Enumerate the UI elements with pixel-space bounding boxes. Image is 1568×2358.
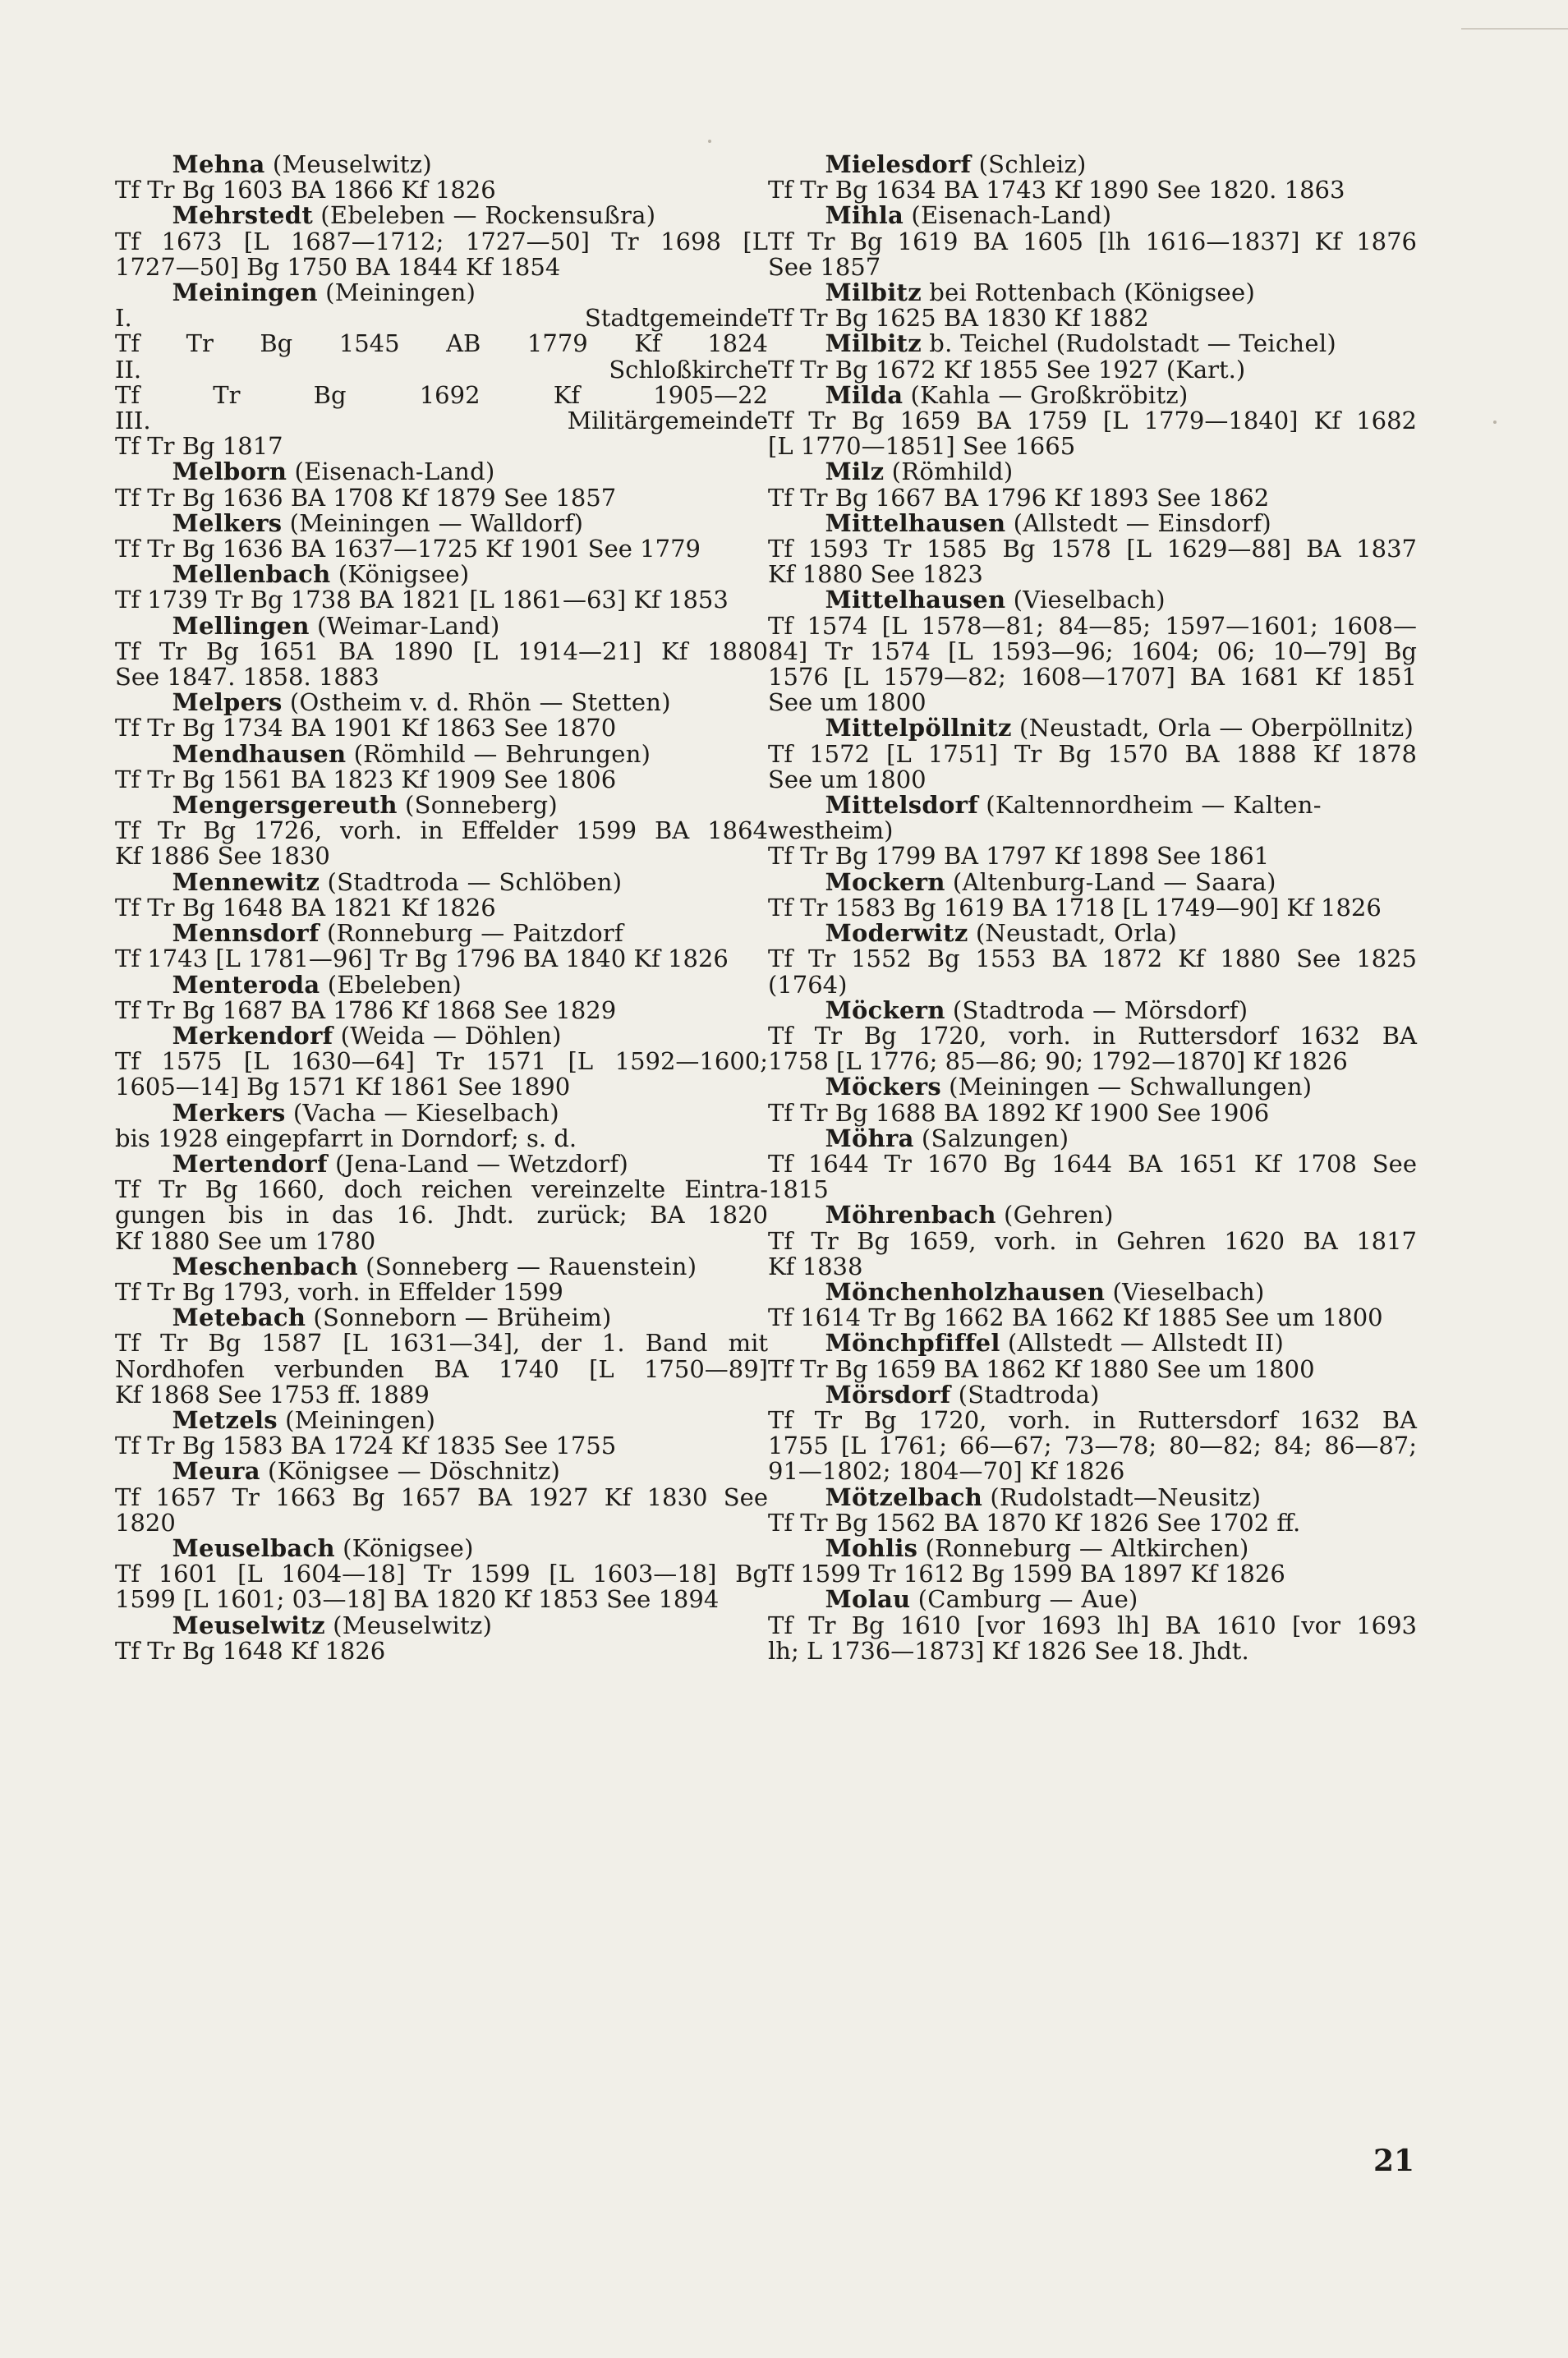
entry-heading [768,1382,1417,1408]
parish-reference: (Königsee) [338,560,470,589]
record-line: Tf Tr Bg 1692 Kf 1905—22 [115,380,768,409]
record-line: Tf 1572 [L 1751] Tr Bg 1570 BA 1888 Kf 1878 [768,739,1417,768]
record-line: 1576 [L 1579—82; 1608—1707] BA 1681 Kf 1851 [768,663,1417,692]
place-name: Mittelsdorf [825,791,978,820]
record-line: Tf Tr Bg 1726, vorh. in Effelder 1599 BA 1864 [115,816,768,845]
parish-reference: (Allstedt — Allstedt II) [1007,1329,1285,1358]
parish-entry [768,1202,1417,1280]
entry-heading [115,1459,768,1484]
parish-reference: (Jena-Land — Wetzdorf) [334,1149,629,1178]
parish-reference: (Allstedt — Einsdorf) [1013,508,1272,537]
parish-reference: (Schleiz) [978,150,1087,178]
entry-heading [115,508,768,537]
place-name: Merkers [172,1098,286,1127]
entry-heading [115,739,768,768]
entry-heading [768,793,1417,818]
scan-speck [1493,421,1497,424]
page-edge-rule [1461,28,1568,30]
record-line: 1820 [115,1508,176,1537]
place-name: Mönchpfiffel [825,1329,1000,1358]
entry-heading [768,1482,1417,1511]
place-name: Möhrenbach [825,1201,996,1230]
entry-heading [115,1151,768,1177]
parish-reference: (Königsee — Döschnitz) [268,1457,561,1486]
place-name: Milda [825,380,904,409]
parish-reference: (Vieselbach) [1112,1277,1265,1306]
entry-heading [115,611,768,640]
place-name: Mittelpöllnitz [825,714,1012,742]
record-line: Tf Tr Bg 1734 BA 1901 Kf 1863 See 1870 [115,714,617,742]
parish-entry [115,1098,768,1152]
record-line: I. Stadtgemeinde [115,304,768,333]
place-name: Moderwitz [825,919,968,948]
parish-reference: (Meuselwitz) [333,1611,493,1639]
entry-heading [768,1533,1417,1562]
record-line: Tf Tr Bg 1720, vorh. in Ruttersdorf 1632 BA [768,1405,1417,1434]
entry-heading [768,1277,1417,1306]
parish-entry [115,1533,768,1614]
record-line: Tf Tr Bg 1659, vorh. in Gehren 1620 BA 1817 [768,1226,1417,1255]
record-line: gungen bis in das 16. Jhdt. zurück; BA 1820 [115,1201,768,1230]
place-name: Mörsdorf [825,1380,951,1409]
parish-reference: (Sonneberg) [405,791,558,820]
entry-heading [115,152,768,177]
entry-heading [768,1202,1417,1228]
record-line: See 1857 [768,252,881,281]
parish-reference: (Salzungen) [921,1124,1069,1152]
record-line: II. Schloßkirche [115,355,768,384]
parish-entry [768,867,1417,922]
place-name: Mellenbach [172,560,331,589]
record-line: Tf Tr Bg 1583 BA 1724 Kf 1835 See 1755 [115,1432,617,1460]
parish-reference: (Vacha — Kieselbach) [292,1098,559,1127]
place-name: Mötzelbach [825,1482,983,1511]
entry-heading [115,1254,768,1280]
record-line: Tf 1743 [L 1781—96] Tr Bg 1796 BA 1840 Kf 1826 [115,945,729,973]
parish-entry [768,1331,1417,1381]
entry-heading [768,715,1417,741]
place-name: Möckers [825,1073,941,1101]
place-name: Mittelhausen [825,586,1006,614]
parish-reference: (Eisenach-Land) [911,201,1112,230]
parish-reference: bei Rottenbach (Königsee) [929,278,1256,307]
parish-reference: (Ronneburg — Altkirchen) [925,1533,1249,1562]
parish-entry [768,715,1417,793]
right-column [768,152,1417,1664]
record-line: Tf Tr Bg 1587 [L 1631—34], der 1. Band mit [115,1329,768,1358]
entry-heading [115,690,768,715]
place-name: Metebach [172,1303,306,1332]
record-line: 1755 [L 1761; 66—67; 73—78; 80—82; 84; 86—87; [768,1432,1417,1460]
record-line: Tf Tr Bg 1799 BA 1797 Kf 1898 See 1861 [768,842,1270,871]
parish-entry [768,380,1417,461]
place-name: Meiningen [172,278,318,307]
record-line: Tf 1644 Tr 1670 Bg 1644 BA 1651 Kf 1708 See [768,1149,1417,1178]
parish-reference: (Weida — Döhlen) [340,1021,562,1050]
record-line: 1605—14] Bg 1571 Kf 1861 See 1890 [115,1073,571,1101]
entry-heading [768,921,1417,946]
place-name: Mohlis [825,1533,918,1562]
record-line: See um 1800 [768,688,927,717]
entry-heading [768,380,1417,409]
record-line: Tf Tr Bg 1687 BA 1786 Kf 1868 See 1829 [115,995,617,1024]
parish-reference: (Stadtroda — Mörsdorf) [952,995,1248,1024]
entry-heading [115,972,768,998]
record-line: Kf 1880 See 1823 [768,560,983,589]
parish-entry [768,793,1417,870]
parish-reference: b. Teichel (Rudolstadt — Teichel) [929,329,1337,358]
record-line: 1599 [L 1601; 03—18] BA 1820 Kf 1853 See 1894 [115,1585,720,1614]
entry-heading [115,1405,768,1434]
record-line: Tf 1673 [L 1687—1712; 1727—50] Tr 1698 [L [115,227,768,255]
entry-heading [768,203,1417,228]
place-name: Menteroda [172,970,320,999]
record-line: Kf 1838 [768,1252,863,1280]
entry-heading [768,331,1417,356]
record-line: Tf Tr Bg 1720, vorh. in Ruttersdorf 1632 BA [768,1021,1417,1050]
record-line: Tf Tr Bg 1672 Kf 1855 See 1927 (Kart.) [768,355,1246,384]
parish-entry [115,867,768,922]
record-line: Tf Tr 1552 Bg 1553 BA 1872 Kf 1880 See 1825 [768,945,1417,973]
place-name: Mockern [825,867,945,896]
parish-entry [768,1482,1417,1537]
parish-entry [115,921,768,972]
parish-reference: (Stadtroda) [958,1380,1100,1409]
entry-heading [768,1331,1417,1356]
parish-reference: (Ebeleben) [327,970,462,999]
record-line: Tf 1599 Tr 1612 Bg 1599 BA 1897 Kf 1826 [768,1560,1285,1588]
parish-entry [115,508,768,563]
entry-heading [768,587,1417,613]
record-line: lh; L 1736—1873] Kf 1826 See 18. Jhdt. [768,1636,1249,1665]
parish-entry [768,203,1417,280]
scan-speck [708,140,711,143]
place-name: Mielesdorf [825,150,972,178]
record-line: See um 1800 [768,765,927,793]
record-line: Tf Tr Bg 1619 BA 1605 [lh 1616—1837] Kf 1876 [768,227,1417,255]
entry-heading [115,562,768,587]
parish-reference: (Weimar-Land) [317,611,500,640]
parish-reference: (Altenburg-Land — Saara) [952,867,1276,896]
place-name: Mertendorf [172,1149,328,1178]
record-line: Tf Tr Bg 1688 BA 1892 Kf 1900 See 1906 [768,1098,1270,1127]
record-line: Tf Tr Bg 1561 BA 1823 Kf 1909 See 1806 [115,765,617,793]
parish-entry [115,611,768,692]
record-line: Tf Tr Bg 1562 BA 1870 Kf 1826 See 1702 ff. [768,1508,1301,1537]
parish-entry [115,280,768,459]
parish-entry [115,972,768,1023]
parish-entry [768,587,1417,715]
place-name: Meuselbach [172,1533,335,1562]
entry-heading [115,1098,768,1127]
entry-heading [768,508,1417,537]
parish-reference: (Vieselbach) [1013,586,1166,614]
place-name: Melborn [172,457,287,486]
record-line: Tf 1574 [L 1578—81; 84—85; 1597—1601; 1608— [768,611,1417,640]
parish-entry [768,508,1417,589]
parish-reference: (Gehren) [1003,1201,1114,1230]
entry-heading [768,280,1417,306]
record-line: westheim) [768,816,894,845]
parish-entry [115,562,768,613]
record-line: Tf Tr Bg 1636 BA 1637—1725 Kf 1901 See 1779 [115,535,701,563]
place-name: Möhra [825,1124,914,1152]
parish-entry [115,1305,768,1408]
parish-reference: (Meiningen — Walldorf) [289,508,584,537]
entry-heading [115,867,768,896]
place-name: Molau [825,1585,911,1614]
record-line: Tf Tr Bg 1610 [vor 1693 lh] BA 1610 [vor 1693 [768,1611,1417,1639]
parish-entry [115,203,768,280]
place-name: Milz [825,457,885,486]
record-line: Kf 1868 See 1753 ff. 1889 [115,1380,430,1409]
parish-entry [768,921,1417,998]
record-line: Tf 1593 Tr 1585 Bg 1578 [L 1629—88] BA 1837 [768,535,1417,563]
parish-entry [115,1254,768,1305]
entry-heading [115,921,768,946]
place-name: Mellingen [172,611,310,640]
record-line: Tf Tr 1583 Bg 1619 BA 1718 [L 1749—90] Kf 1826 [768,893,1382,922]
parish-reference: (Meuselwitz) [272,150,432,178]
record-line: 84] Tr 1574 [L 1593—96; 1604; 06; 10—79] Bg [768,637,1417,665]
entry-heading [768,459,1417,485]
parish-entry [768,280,1417,331]
place-name: Melpers [172,688,283,717]
place-name: Mendhausen [172,739,347,768]
parish-reference: (Sonneberg — Rauenstein) [366,1252,697,1280]
parish-entry [768,331,1417,382]
parish-entry [115,690,768,741]
parish-entry [115,152,768,203]
record-line: Kf 1886 See 1830 [115,842,330,871]
record-line: Tf Tr Bg 1648 Kf 1826 [115,1636,386,1665]
parish-reference: (Meiningen — Schwallungen) [949,1073,1313,1101]
record-line: Nordhofen verbunden BA 1740 [L 1750—89] [115,1354,768,1383]
parish-entry [768,995,1417,1076]
parish-reference: (Meiningen) [325,278,476,307]
entry-heading [768,1126,1417,1151]
parish-entry [768,1587,1417,1664]
parish-reference: (Kahla — Großkröbitz) [910,380,1189,409]
entry-heading [115,459,768,485]
place-name: Mittelhausen [825,508,1006,537]
parish-reference: (Römhild — Behrungen) [353,739,651,768]
place-name: Merkendorf [172,1021,333,1050]
record-line: Tf Tr Bg 1636 BA 1708 Kf 1879 See 1857 [115,483,617,512]
record-line: Tf 1657 Tr 1663 Bg 1657 BA 1927 Kf 1830 See [115,1482,768,1511]
parish-reference: (Kaltennordheim — Kalten- [986,791,1322,820]
entry-heading [768,1587,1417,1612]
record-line: [L 1770—1851] See 1665 [768,432,1076,461]
record-line: 91—1802; 1804—70] Kf 1826 [768,1457,1125,1486]
place-name: Mehrstedt [172,201,314,230]
entry-heading [768,1074,1417,1100]
parish-entry [115,1459,768,1536]
entry-heading [768,152,1417,177]
place-name: Mehna [172,150,265,178]
place-name: Milbitz [825,278,922,307]
place-name: Mennsdorf [172,919,320,948]
record-line: Tf Tr Bg 1545 AB 1779 Kf 1824 [115,329,768,358]
record-line: Tf Tr Bg 1817 [115,432,283,461]
parish-reference: (Ostheim v. d. Rhön — Stetten) [289,688,671,717]
entry-heading [115,1023,768,1049]
parish-entry [768,1533,1417,1588]
place-name: Meura [172,1457,260,1486]
record-line: 1758 [L 1776; 85—86; 90; 1792—1870] Kf 1826 [768,1047,1348,1076]
record-line: Tf 1601 [L 1604—18] Tr 1599 [L 1603—18] Bg [115,1560,768,1588]
parish-entry [115,793,768,870]
place-name: Melkers [172,508,283,537]
record-line: Tf 1739 Tr Bg 1738 BA 1821 [L 1861—63] Kf 1853 [115,586,729,614]
record-line: (1764) [768,970,848,999]
record-line: III. Militärgemeinde [115,407,768,435]
record-line: Kf 1880 See um 1780 [115,1226,376,1255]
place-name: Metzels [172,1405,278,1434]
place-name: Milbitz [825,329,922,358]
entry-heading [115,1533,768,1562]
record-line: 1727—50] Bg 1750 BA 1844 Kf 1854 [115,252,561,281]
parish-reference: (Sonneborn — Brüheim) [313,1303,612,1332]
parish-entry [115,1613,768,1664]
parish-reference: (Königsee) [343,1533,474,1562]
parish-reference: (Römhild) [891,457,1014,486]
record-line: Tf Tr Bg 1625 BA 1830 Kf 1882 [768,304,1149,333]
entry-heading [115,280,768,306]
parish-reference: (Rudolstadt—Neusitz) [990,1482,1262,1511]
parish-reference: (Neustadt, Orla) [975,919,1178,948]
parish-entry [115,1151,768,1254]
parish-reference: (Ronneburg — Paitzdorf [326,919,624,948]
parish-reference: (Eisenach-Land) [294,457,495,486]
record-line: 1815 [768,1175,829,1204]
record-line: Tf Tr Bg 1603 BA 1866 Kf 1826 [115,176,496,205]
entry-heading [768,995,1417,1024]
left-column [115,152,768,1664]
parish-reference: (Neustadt, Orla — Oberpöllnitz) [1019,714,1414,742]
parish-reference: (Meiningen) [285,1405,436,1434]
entry-heading [115,1613,768,1639]
record-line: Tf Tr Bg 1793, vorh. in Effelder 1599 [115,1277,563,1306]
parish-entry [768,152,1417,203]
parish-entry [768,1277,1417,1332]
page-number: 21 [1373,2144,1415,2178]
parish-entry [768,1074,1417,1125]
record-line: See 1847. 1858. 1883 [115,663,379,692]
place-name: Meschenbach [172,1252,358,1280]
parish-entry [768,1382,1417,1485]
record-line: Tf Tr Bg 1659 BA 1759 [L 1779—1840] Kf 1682 [768,407,1417,435]
parish-reference: (Ebeleben — Rockensußra) [320,201,656,230]
parish-reference: (Stadtroda — Schlöben) [327,867,623,896]
parish-entry [115,459,768,510]
record-line: Tf 1575 [L 1630—64] Tr 1571 [L 1592—1600; [115,1047,768,1076]
parish-entry [115,739,768,793]
place-name: Mihla [825,201,904,230]
record-line: Tf 1614 Tr Bg 1662 BA 1662 Kf 1885 See um 1800 [768,1303,1383,1332]
parish-entry [768,459,1417,510]
record-line: Tf Tr Bg 1651 BA 1890 [L 1914—21] Kf 1880 [115,637,768,665]
entry-heading [115,793,768,818]
record-line: bis 1928 eingepfarrt in Dorndorf; s. d. [115,1124,577,1152]
place-name: Mengersgereuth [172,791,398,820]
record-line: Tf Tr Bg 1634 BA 1743 Kf 1890 See 1820. 1863 [768,176,1345,205]
parish-entry [115,1023,768,1101]
parish-entry [115,1405,768,1460]
record-line: Tf Tr Bg 1660, doch reichen vereinzelte Eintra- [115,1175,768,1204]
record-line: Tf Tr Bg 1667 BA 1796 Kf 1893 See 1862 [768,483,1270,512]
place-name: Meuselwitz [172,1611,325,1639]
record-line: Tf Tr Bg 1659 BA 1862 Kf 1880 See um 1800 [768,1354,1315,1383]
entry-heading [768,867,1417,896]
entry-heading [115,203,768,228]
place-name: Mönchenholzhausen [825,1277,1106,1306]
record-line: Tf Tr Bg 1648 BA 1821 Kf 1826 [115,893,496,922]
parish-entry [768,1126,1417,1203]
parish-reference: (Camburg — Aue) [917,1585,1138,1614]
entry-heading [115,1305,768,1331]
place-name: Mennewitz [172,867,320,896]
place-name: Möckern [825,995,945,1024]
